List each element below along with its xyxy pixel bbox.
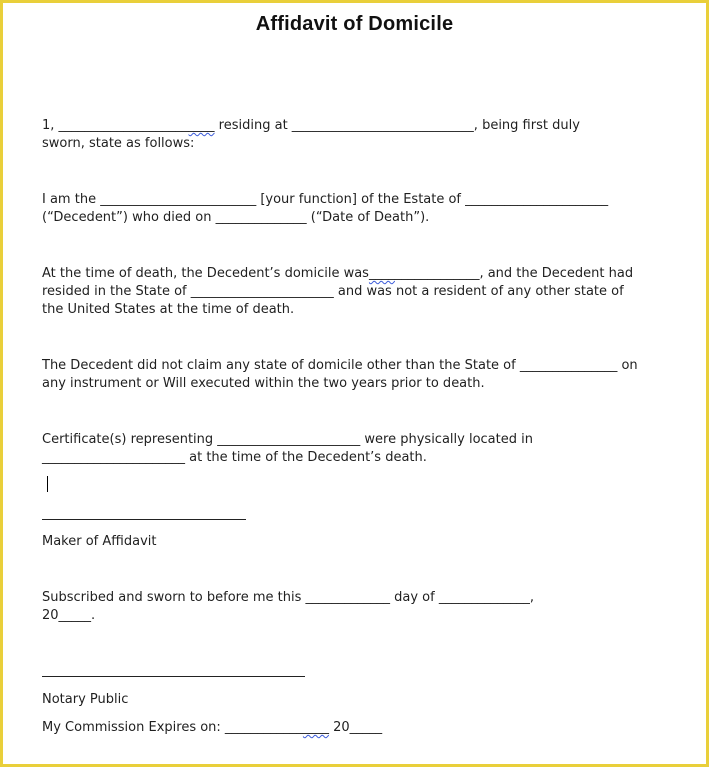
paragraph-certificates-line-1: Certificate(s) representing ______________________ were physically located in — [42, 432, 533, 447]
commission-start-text: My Commission Expires on: ____________ — [42, 720, 303, 735]
paragraph-intro — [42, 117, 672, 153]
paragraph-no-other-state — [42, 357, 672, 393]
maker-label: Maker of Affidavit — [42, 534, 157, 549]
paragraph-domicile-line-1 — [42, 265, 672, 283]
commission-end-text: 20_____ — [328, 720, 383, 735]
paragraph-domicile-line-2: resided in the State of ______________________ and was not a resident of any other state of — [42, 284, 624, 299]
notary-signature-line — [42, 676, 305, 677]
paragraph-intro-line-2: sworn, state as follows: — [42, 136, 195, 151]
spellcheck-underline: ____ — [368, 266, 395, 281]
text-cursor — [47, 476, 48, 492]
paragraph-no-other-state-line-1: The Decedent did not claim any state of domicile other than the State of _______________ on — [42, 358, 638, 373]
paragraph-function-line-2: (“Decedent”) who died on ______________ (“Date of Death”). — [42, 210, 430, 225]
intro-end-text: residing at ____________________________, being first duly — [214, 118, 580, 133]
maker-signature-line — [42, 519, 246, 520]
spellcheck-underline: ____ — [188, 118, 215, 133]
spellcheck-underline: ____ — [302, 720, 329, 735]
paragraph-domicile — [42, 265, 672, 319]
paragraph-certificates-line-2: ______________________ at the time of the Decedent’s death. — [42, 450, 427, 465]
paragraph-domicile-line-3: the United States at the time of death. — [42, 302, 295, 317]
paragraph-subscribed-line-1: Subscribed and sworn to before me this _____________ day of ______________, — [42, 590, 534, 605]
paragraph-function — [42, 191, 672, 227]
notary-label: Notary Public — [42, 692, 129, 707]
document-title: Affidavit of Domicile — [255, 13, 454, 35]
intro-start-text: 1, ____________________ — [42, 118, 189, 133]
paragraph-intro-line-1 — [42, 117, 672, 135]
domicile-start-text: At the time of death, the Decedent’s domicile was — [42, 266, 369, 281]
paragraph-function-line-1: I am the ________________________ [your function] of the Estate of ______________________ — [42, 192, 609, 207]
commission-expires — [42, 719, 672, 737]
paragraph-subscribed — [42, 589, 672, 625]
paragraph-certificates — [42, 431, 672, 467]
commission-expires-line — [42, 719, 672, 737]
paragraph-subscribed-line-2: 20_____. — [42, 608, 96, 623]
domicile-end-text: _____________, and the Decedent had — [394, 266, 634, 281]
paragraph-no-other-state-line-2: any instrument or Will executed within the two years prior to death. — [42, 376, 485, 391]
